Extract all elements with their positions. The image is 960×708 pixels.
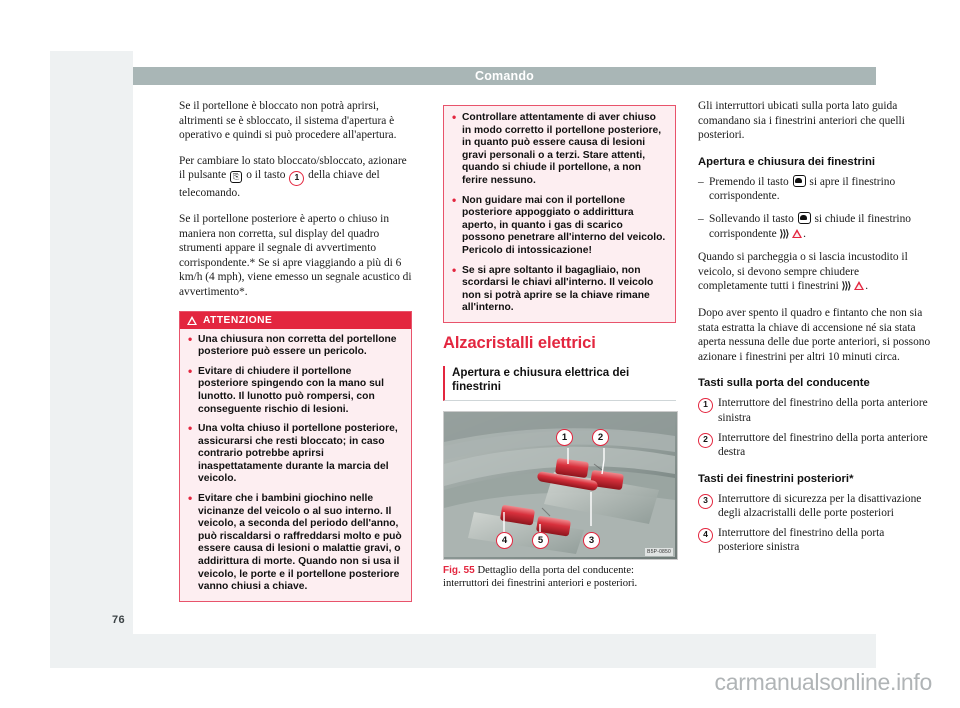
warning-item: • Controllare attentamente di aver chiuso in modo corretto il portellone posteriore, in quanto può essere causa di lesioni gravi personali o a terzi. Stare attenti, quando si chiude il portellone, a non ferire nessuno. xyxy=(452,112,667,188)
numbered-item-text: Interruttore del finestrino della porta anteriore destra xyxy=(718,431,928,459)
dash-list-item xyxy=(698,212,931,242)
column-middle xyxy=(443,99,676,590)
text-after-icon: si chiude il finestrino corrispondente xyxy=(709,212,911,240)
page-columns xyxy=(133,99,931,634)
numbered-item-text: Interruttore del finestrino della porta posteriore sinistra xyxy=(718,526,885,554)
attention-label: ATTENZIONE xyxy=(203,314,273,326)
callout-marker xyxy=(698,492,718,521)
heading-tasti-finestrini-posteriori: Tasti dei finestrini posteriori* xyxy=(698,472,854,485)
cross-reference-arrows-icon: ⟩⟩⟩ xyxy=(841,281,851,293)
attention-box xyxy=(179,311,412,602)
warning-item: • Una volta chiuso il portellone posteriore, assicurarsi che resti bloccato; in caso contrario potrebbe aprirsi inaspettatamente durante la marcia del veicolo. xyxy=(188,423,403,486)
callout-number-4: 4 xyxy=(698,528,713,543)
paragraph: Gli interruttori ubicati sulla porta lato guida comandano sia i finestrini anteriori che quelli posteriori. xyxy=(698,100,905,142)
warning-triangle-icon xyxy=(187,316,197,325)
callout-number-2: 2 xyxy=(698,433,713,448)
attention-box-body xyxy=(180,329,411,601)
callout-number-1: 1 xyxy=(698,398,713,413)
attention-box-header xyxy=(180,312,411,329)
warning-item: • Evitare di chiudere il portellone posteriore spingendo con la mano sul lunotto. Il lunotto può rompersi, con conseguente rischio di lesioni. xyxy=(188,366,403,416)
figure-code-label: B5P-0850 xyxy=(647,548,671,555)
column-left xyxy=(179,99,412,613)
warning-triangle-icon xyxy=(792,229,802,238)
window-switch-icon xyxy=(798,212,811,224)
callout-marker xyxy=(698,396,718,425)
page-header-band xyxy=(133,67,876,85)
callout-marker xyxy=(698,431,718,460)
figure-callout-2: 2 xyxy=(592,429,609,446)
site-watermark: carmanualsonline.info xyxy=(714,669,932,695)
figure-caption xyxy=(443,565,676,590)
text-before-icon: Premendo il tasto xyxy=(709,175,792,188)
attention-box-body xyxy=(444,106,675,322)
numbered-list-item xyxy=(698,396,931,425)
dash-marker: – xyxy=(698,212,704,225)
dash-marker: – xyxy=(698,175,704,188)
figure-callout-3: 3 xyxy=(583,532,600,549)
warning-item: • Evitare che i bambini giochino nelle vicinanze del veicolo o al suo interno. Il veicolo, a seconda del periodo dell'anno, può riscaldarsi o raffreddarsi molto e può essere causa di lesioni o malattie gravi, o addirittura di morte. Quando non si usa il veicolo, le porte e il portellone posteriore vanno chiusi a chiave. xyxy=(188,493,403,594)
figure-number-label: Fig. 55 xyxy=(443,564,475,576)
text-before-icon: Sollevando il tasto xyxy=(709,212,797,225)
numbered-item-text: Interruttore di sicurezza per la disattivazione degli alzacristalli delle porte posteriori xyxy=(718,492,922,520)
numbered-list-item xyxy=(698,431,931,460)
text-after-icon: si apre il finestrino corrispondente. xyxy=(709,175,896,203)
warning-item: • Se si apre soltanto il bagagliaio, non scordarsi le chiavi all'interno. Il veicolo non si potrà aprire se la chiave rimane all'interno. xyxy=(452,265,667,315)
tailgate-button-icon: ⎘ xyxy=(230,171,242,183)
warning-triangle-icon xyxy=(854,281,864,290)
numbered-list-item xyxy=(698,492,931,521)
text-between-icons: o il tasto xyxy=(243,169,289,182)
page-sheet xyxy=(133,51,931,634)
figure-55 xyxy=(443,411,676,590)
page-number: 76 xyxy=(112,614,126,626)
paragraph-text: Quando si parcheggia o si lascia incustodito il veicolo, si devono sempre chiudere completamente tutti i finestrini xyxy=(698,251,908,293)
dash-list-item xyxy=(698,175,931,204)
callout-number-3: 3 xyxy=(698,494,713,509)
paragraph-with-icons xyxy=(179,154,412,201)
attention-box-continued xyxy=(443,105,676,323)
door-panel-illustration xyxy=(443,411,678,560)
paragraph: Se il portellone è bloccato non potrà aprirsi, altrimenti se è sbloccato, il sistema d'apertura è operativo e quindi si può procedere all'apertura. xyxy=(179,100,397,142)
figure-callout-1: 1 xyxy=(556,429,573,446)
heading-tasti-porta-conducente: Tasti sulla porta del conducente xyxy=(698,377,870,390)
warning-item: • Una chiusura non corretta del portellone posteriore può essere un pericolo. xyxy=(188,334,403,359)
page-title: Comando xyxy=(474,69,535,83)
text-after-icons: della chiave del telecomando. xyxy=(179,169,380,200)
figure-caption-text: Dettaglio della porta del conducente: interruttori dei finestrini anteriori e posteriori. xyxy=(443,564,638,589)
text-suffix: . xyxy=(865,280,869,293)
numbered-item-text: Interruttore del finestrino della porta anteriore sinistra xyxy=(718,397,928,424)
warning-item: • Non guidare mai con il portellone posteriore appoggiato o addirittura aperto, in quanto i gas di scarico possono penetrare all'interno del veicolo. Pericolo di intossicazione! xyxy=(452,195,667,258)
text-suffix: . xyxy=(803,227,806,240)
paragraph-with-reference xyxy=(698,250,931,295)
cross-reference-arrows-icon: ⟩⟩⟩ xyxy=(779,228,789,240)
manual-page-frame xyxy=(50,51,931,668)
heading-apertura-chiusura: Apertura e chiusura dei finestrini xyxy=(698,155,876,168)
figure-callout-5: 5 xyxy=(532,532,549,549)
column-right xyxy=(698,99,931,560)
window-switch-icon xyxy=(793,175,806,187)
dash-item-text xyxy=(709,212,931,242)
subsection-title: Apertura e chiusura elettrica dei finestrini xyxy=(443,366,676,401)
numbered-list-item xyxy=(698,526,931,555)
figure-callout-4: 4 xyxy=(496,532,513,549)
paragraph: Dopo aver spento il quadro e fintanto che non sia stata estratta la chiave di accensione né sia stata aperta nessuna delle due porte anteriori, si possono azionare i finestrini per altri 10 minuti circa. xyxy=(698,306,931,363)
text-before-button-icon: Per cambiare lo stato bloccato/sbloccato, azionare il pulsante xyxy=(179,154,407,182)
section-title: Alzacristalli elettrici xyxy=(443,333,596,352)
paragraph: Se il portellone posteriore è aperto o chiuso in maniera non corretta, sul display del quadro strumenti appare il segnale di avvertimento corrispondente.* Se si apre viaggiando a più di 6 km/h (4 mph), viene emesso un segnale acustico di avvertimento*. xyxy=(179,212,412,298)
callout-marker xyxy=(698,526,718,555)
dash-item-text xyxy=(709,175,931,204)
callout-number-1: 1 xyxy=(289,171,304,186)
